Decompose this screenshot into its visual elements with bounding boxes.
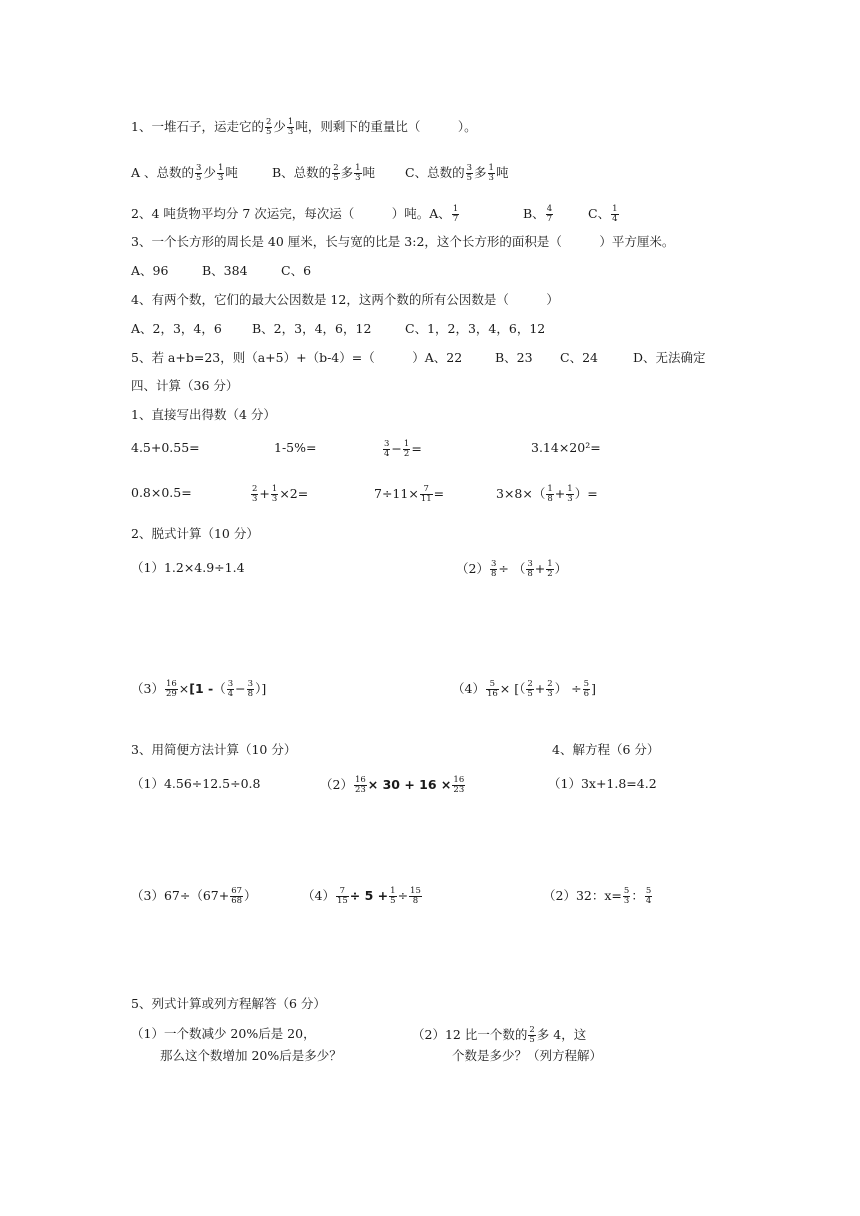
numerator: 2 xyxy=(333,163,339,173)
operator: = xyxy=(411,441,422,456)
fraction xyxy=(247,680,254,699)
fraction xyxy=(354,776,367,795)
fraction xyxy=(583,680,590,699)
operator: ] xyxy=(591,681,596,696)
mc-question-3: 3、一个长方形的周长是 40 厘米，长与宽的比是 3:2，这个长方形的面积是（ ）平方厘米。 xyxy=(131,234,675,249)
fraction xyxy=(409,887,422,906)
label: （3）67÷（67+ xyxy=(131,888,230,903)
numerator: 7 xyxy=(336,887,349,897)
expr-3-1: （1）4.56÷12.5÷0.8 xyxy=(131,776,261,791)
fraction xyxy=(332,164,339,183)
numerator: 1 xyxy=(547,484,553,494)
fraction xyxy=(383,440,390,459)
operator: ÷ xyxy=(397,888,409,903)
fraction xyxy=(336,887,349,906)
q4-option-b: B、2，3，4，6，12 xyxy=(252,321,372,336)
operator: − xyxy=(235,681,246,696)
denominator: 7 xyxy=(452,214,459,224)
operator: （ xyxy=(213,681,226,696)
fraction xyxy=(645,887,652,906)
denominator: 23 xyxy=(354,785,366,795)
fraction xyxy=(546,680,553,699)
denominator: 3 xyxy=(271,494,278,504)
denominator: 4 xyxy=(612,214,618,224)
fraction xyxy=(227,680,234,699)
q1-text: 吨，则剩下的重量比（ ）。 xyxy=(295,119,477,134)
denominator: 5 xyxy=(527,689,533,699)
q1-option-b xyxy=(272,164,375,183)
part-2-title: 2、脱式计算（10 分） xyxy=(131,526,259,541)
fraction xyxy=(230,887,243,906)
numerator: 5 xyxy=(623,886,630,896)
q2-option-b xyxy=(523,205,554,224)
denominator: 5 xyxy=(466,173,472,183)
numerator: 7 xyxy=(420,485,433,495)
expr-3-2 xyxy=(320,776,466,795)
equation-1: （1）3x+1.8=4.2 xyxy=(548,776,657,791)
q2-option-c xyxy=(588,205,620,224)
denominator: 8 xyxy=(247,689,254,699)
label: （2） xyxy=(320,777,353,792)
denominator: 5 xyxy=(196,173,202,183)
numerator: 16 xyxy=(165,679,177,689)
denominator: 68 xyxy=(231,896,243,906)
option-text: 吨 xyxy=(362,165,376,180)
numerator: 1 xyxy=(488,163,494,173)
word-problem-1-line-2: 那么这个数增加 20%后是多少？ xyxy=(160,1048,342,1063)
denominator: 3 xyxy=(623,896,630,906)
fraction xyxy=(546,560,553,579)
operator: + xyxy=(534,561,546,576)
fraction xyxy=(389,887,396,906)
q2-text: 2、4 吨货物平均分 7 次运完，每次运（ ）吨。A、 xyxy=(131,206,451,221)
denominator: 3 xyxy=(567,494,573,504)
direct-calc-1: 4.5+0.55= xyxy=(131,440,200,455)
denominator: 15 xyxy=(336,896,348,906)
fraction xyxy=(546,485,553,504)
fraction xyxy=(287,118,294,137)
expr-2-1: （1）1.2×4.9÷1.4 xyxy=(131,560,245,575)
numerator: 1 xyxy=(547,559,553,569)
q1-option-a xyxy=(131,164,238,183)
direct-calc-6 xyxy=(250,485,308,504)
numerator: 3 xyxy=(196,163,202,173)
equation-2 xyxy=(543,887,653,906)
mc-question-1 xyxy=(131,118,477,137)
direct-calc-5: 0.8×0.5= xyxy=(131,485,192,500)
operator: − xyxy=(391,441,402,456)
numerator: 1 xyxy=(403,439,410,449)
expr-2-3 xyxy=(131,680,266,699)
numerator: 3 xyxy=(466,163,472,173)
fraction xyxy=(490,560,497,579)
operator: ） ÷ xyxy=(554,681,582,696)
numerator: 3 xyxy=(384,439,390,449)
fraction xyxy=(452,205,459,224)
option-text: C、总数的 xyxy=(405,165,465,180)
denominator: 4 xyxy=(645,896,652,906)
fraction xyxy=(486,680,499,699)
numerator: 1 xyxy=(612,204,618,214)
numerator: 1 xyxy=(452,204,459,214)
mc-question-5: 5、若 a+b=23，则（a+5）+（b-4）=（ ）A、22 xyxy=(131,350,463,365)
operator: ×2= xyxy=(279,486,309,501)
mc-question-4: 4、有两个数，它们的最大公因数是 12，这两个数的所有公因数是（ ） xyxy=(131,292,559,307)
word-problem-1-line-1: （1）一个数减少 20%后是 20， xyxy=(131,1026,316,1041)
q3-option-b: B、384 xyxy=(202,263,248,278)
problem-text: （2）12 比一个数的 xyxy=(412,1027,528,1042)
numerator: 2 xyxy=(529,1025,535,1035)
option-text: B、总数的 xyxy=(272,165,332,180)
expr-3-4 xyxy=(302,887,423,906)
denominator: 23 xyxy=(453,785,465,795)
q5-option-d: D、无法确定 xyxy=(633,350,706,365)
expr-2-2 xyxy=(456,560,567,579)
fraction xyxy=(528,1026,535,1045)
option-text: C、 xyxy=(588,206,611,221)
denominator: 4 xyxy=(384,449,390,459)
label: （2） xyxy=(456,561,489,576)
operator: ） xyxy=(244,888,257,903)
numerator: 3 xyxy=(227,679,234,689)
option-text: A 、总数的 xyxy=(131,165,195,180)
option-text: 吨 xyxy=(495,165,509,180)
denominator: 4 xyxy=(227,689,234,699)
numerator: 1 xyxy=(390,886,396,896)
operator: ÷ （ xyxy=(498,561,526,576)
denominator: 8 xyxy=(412,896,419,906)
direct-calc-4: 3.14×20²= xyxy=(531,440,601,455)
option-text: 多 xyxy=(474,165,487,180)
denominator: 29 xyxy=(165,689,177,699)
fraction xyxy=(165,680,178,699)
numerator: 1 xyxy=(567,484,573,494)
numerator: 1 xyxy=(217,163,224,173)
fraction xyxy=(251,485,258,504)
fraction xyxy=(623,887,630,906)
numerator: 1 xyxy=(271,484,278,494)
denominator: 2 xyxy=(403,449,410,459)
numerator: 67 xyxy=(231,886,243,896)
q3-option-c: C、6 xyxy=(281,263,312,278)
q5-option-b: B、23 xyxy=(495,350,533,365)
operator: + xyxy=(534,681,546,696)
q3-option-a: A、96 xyxy=(131,263,169,278)
section-4-title: 四、计算（36 分） xyxy=(131,378,239,393)
fraction xyxy=(526,560,533,579)
fraction xyxy=(403,440,410,459)
label: （2）32：x= xyxy=(543,888,622,903)
option-text: B、 xyxy=(523,206,545,221)
fraction xyxy=(271,485,278,504)
fraction xyxy=(452,776,465,795)
operator: 3×8×（ xyxy=(496,486,546,501)
operator: ） xyxy=(554,561,568,576)
numerator: 2 xyxy=(265,117,272,127)
direct-calc-2: 1-5%= xyxy=(274,440,317,455)
numerator: 5 xyxy=(486,680,499,690)
fraction xyxy=(611,205,618,224)
direct-calc-8 xyxy=(496,485,598,504)
numerator: 3 xyxy=(527,559,533,569)
numerator: 5 xyxy=(583,679,590,689)
operator: × 30 + 16 × xyxy=(367,777,452,792)
label: （3） xyxy=(131,681,164,696)
label: （4） xyxy=(452,681,485,696)
operator: = xyxy=(433,486,445,501)
denominator: 5 xyxy=(265,127,272,137)
denominator: 8 xyxy=(490,569,497,579)
numerator: 3 xyxy=(490,559,497,569)
denominator: 3 xyxy=(252,494,258,504)
denominator: 5 xyxy=(333,173,339,183)
q1-option-c xyxy=(405,164,508,183)
numerator: 2 xyxy=(527,679,533,689)
operator: 7÷11× xyxy=(374,486,419,501)
numerator: 16 xyxy=(453,775,465,785)
numerator: 1 xyxy=(355,163,361,173)
operator: ÷ 5 + xyxy=(349,888,389,903)
label: （4） xyxy=(302,888,335,903)
q1-text: 少 xyxy=(273,119,286,134)
operator: + xyxy=(259,486,270,501)
fraction xyxy=(466,164,473,183)
word-problem-2-line-2: 个数是多少？（列方程解） xyxy=(452,1048,603,1063)
q4-option-c: C、1，2，3，4，6，12 xyxy=(405,321,546,336)
denominator: 3 xyxy=(488,173,494,183)
denominator: 5 xyxy=(529,1035,535,1045)
q1-text: 1、一堆石子，运走它的 xyxy=(131,119,264,134)
problem-text: 多 4，这 xyxy=(536,1027,587,1042)
operator: × [（ xyxy=(499,681,526,696)
fraction xyxy=(265,118,272,137)
denominator: 3 xyxy=(355,173,361,183)
fraction xyxy=(420,485,433,504)
expr-2-4 xyxy=(452,680,596,699)
denominator: 7 xyxy=(546,214,553,224)
denominator: 3 xyxy=(547,689,553,699)
option-text: 少 xyxy=(203,165,216,180)
option-text: 多 xyxy=(340,165,354,180)
q5-option-c: C、24 xyxy=(560,350,598,365)
part-3-title: 3、用简便方法计算（10 分） xyxy=(131,742,297,757)
operator: ）] xyxy=(255,681,267,696)
denominator: 16 xyxy=(486,689,498,699)
operator: [1 - xyxy=(189,681,214,696)
option-text: 吨 xyxy=(225,165,238,180)
numerator: 4 xyxy=(546,204,553,214)
denominator: 6 xyxy=(583,689,590,699)
fraction xyxy=(526,680,533,699)
numerator: 15 xyxy=(410,886,421,896)
fraction xyxy=(354,164,361,183)
fraction xyxy=(488,164,495,183)
expr-3-3 xyxy=(131,887,257,906)
mc-question-2 xyxy=(131,205,460,224)
operator: ： xyxy=(631,888,644,903)
denominator: 2 xyxy=(547,569,553,579)
word-problem-2-line-1 xyxy=(412,1026,586,1045)
numerator: 1 xyxy=(287,117,294,127)
operator: + xyxy=(554,486,566,501)
numerator: 5 xyxy=(645,886,652,896)
direct-calc-3 xyxy=(382,440,422,459)
denominator: 5 xyxy=(390,896,396,906)
operator: ）= xyxy=(574,486,598,501)
numerator: 3 xyxy=(247,679,254,689)
numerator: 16 xyxy=(354,775,366,785)
q4-option-a: A、2，3，4，6 xyxy=(131,321,222,336)
fraction xyxy=(195,164,202,183)
part-4-title: 4、解方程（6 分） xyxy=(552,742,660,757)
section-5-title: 5、列式计算或列方程解答（6 分） xyxy=(131,996,326,1011)
fraction xyxy=(217,164,224,183)
numerator: 2 xyxy=(547,679,553,689)
denominator: 11 xyxy=(420,494,432,504)
denominator: 8 xyxy=(547,494,553,504)
denominator: 3 xyxy=(217,173,224,183)
direct-calc-7 xyxy=(374,485,444,504)
operator: × xyxy=(178,681,190,696)
fraction xyxy=(566,485,573,504)
numerator: 2 xyxy=(252,484,258,494)
denominator: 3 xyxy=(287,127,294,137)
denominator: 8 xyxy=(527,569,533,579)
fraction xyxy=(546,205,553,224)
part-1-title: 1、直接写出得数（4 分） xyxy=(131,407,276,422)
